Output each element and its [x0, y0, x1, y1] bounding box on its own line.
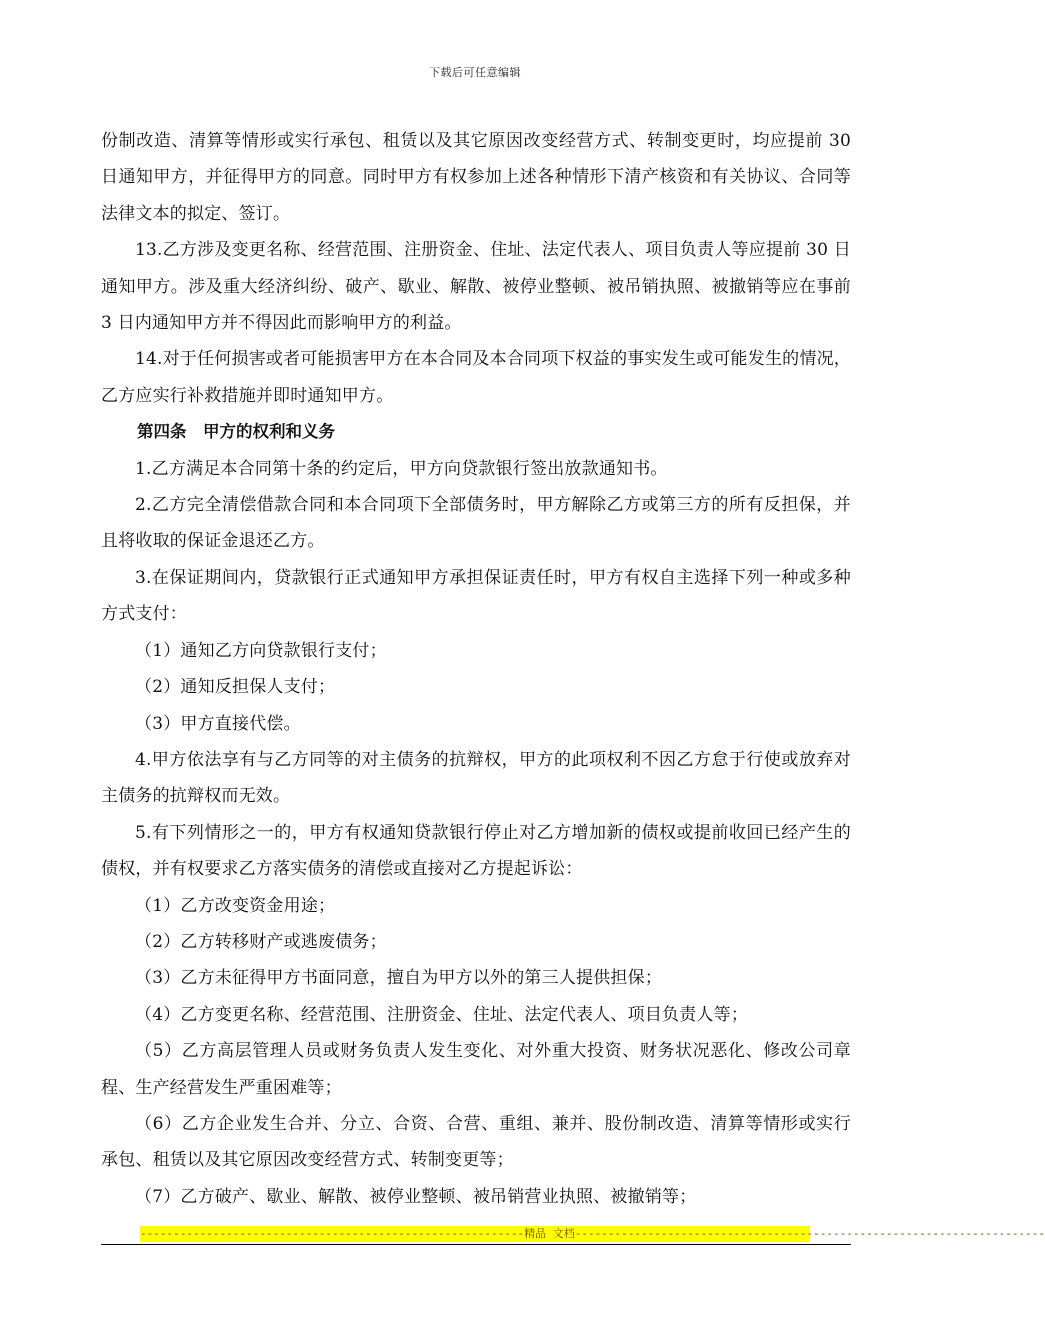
paragraph: （4）乙方变更名称、经营范围、注册资金、住址、法定代表人、项目负责人等；: [135, 1004, 749, 1025]
paragraph: （5）乙方高层管理人员或财务负责人发生变化、对外重大投资、财务状况恶化、修改公司章程、生产经营发生严重困难等；: [101, 1041, 851, 1098]
section-heading: 第四条 甲方的权利和义务: [137, 422, 335, 442]
paragraph: 13.乙方涉及变更名称、经营范围、注册资金、住址、法定代表人、项目负责人等应提前 30 日通知甲方。涉及重大经济纠纷、破产、歇业、解散、被停业整顿、被吊销执照、被撤销等应在事前 3 日内通知甲方并不得因此而影响甲方的利益。: [101, 240, 851, 334]
paragraph: （2）通知反担保人支付；: [135, 677, 336, 698]
paragraph: 14.对于任何损害或者可能损害甲方在本合同及本合同项下权益的事实发生或可能发生的情况，乙方应实行补救措施并即时通知甲方。: [101, 349, 851, 406]
paragraph: （3）乙方未征得甲方书面同意，擅自为甲方以外的第三人提供担保；: [135, 968, 663, 989]
paragraph: （1）乙方改变资金用途；: [135, 895, 336, 916]
footer-divider: [101, 1244, 851, 1245]
document-body: [101, 123, 851, 1215]
paragraph: （6）乙方企业发生合并、分立、合资、合营、重组、兼并、股份制改造、清算等情形或实行承包、租赁以及其它原因改变经营方式、转制变更等；: [101, 1113, 851, 1171]
footer-watermark: ----------------------------------------------------------精品 文档-----------------------------------------------------------------------: [140, 1227, 1045, 1240]
paragraph: （1）通知乙方向贷款银行支付；: [135, 640, 387, 661]
paragraph: 4.甲方依法享有与乙方同等的对主债务的抗辩权，甲方的此项权利不因乙方怠于行使或放弃对主债务的抗辩权而无效。: [101, 749, 851, 807]
paragraph: 5.有下列情形之一的，甲方有权通知贷款银行停止对乙方增加新的债权或提前收回已经产生的债权，并有权要求乙方落实债务的清偿或直接对乙方提起诉讼：: [101, 822, 851, 880]
paragraph: 份制改造、清算等情形或实行承包、租赁以及其它原因改变经营方式、转制变更时，均应提前 30 日通知甲方，并征得甲方的同意。同时甲方有权参加上述各种情形下清产核资和有关协议、合同等法律文本的拟定、签订。: [101, 131, 851, 224]
paragraph: （7）乙方破产、歇业、解散、被停业整顿、被吊销营业执照、被撤销等；: [135, 1186, 697, 1207]
paragraph: 1.乙方满足本合同第十条的约定后，甲方向贷款银行签出放款通知书。: [135, 458, 668, 479]
paragraph: （2）乙方转移财产或逃废债务；: [135, 931, 387, 952]
paragraph: 2.乙方完全清偿借款合同和本合同项下全部债务时，甲方解除乙方或第三方的所有反担保，并且将收取的保证金退还乙方。: [101, 495, 851, 552]
page-header: 下载后可任意编辑: [429, 66, 521, 79]
paragraph: （3）甲方直接代偿。: [135, 713, 301, 734]
paragraph: 3.在保证期间内，贷款银行正式通知甲方承担保证责任时，甲方有权自主选择下列一种或多种方式支付：: [101, 567, 851, 625]
